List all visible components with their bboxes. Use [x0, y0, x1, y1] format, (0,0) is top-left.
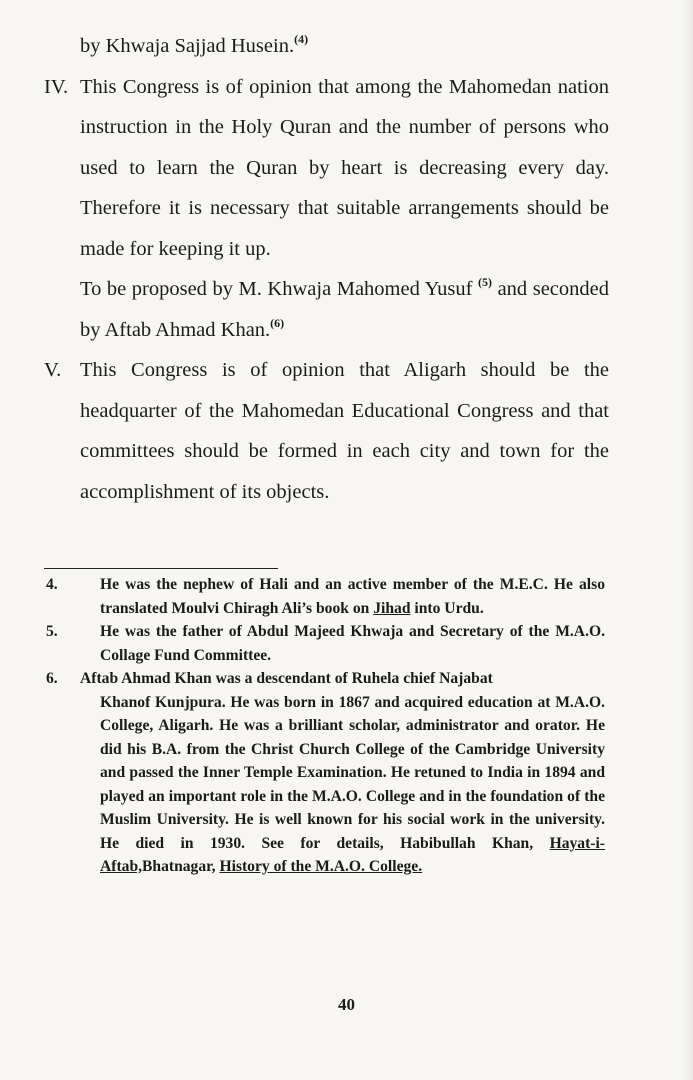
footnote-divider — [44, 568, 278, 569]
footnote-5 — [44, 620, 605, 667]
proposal-line — [44, 269, 609, 350]
underlined-title: Hayat-i-Aftab, — [100, 834, 605, 875]
continuation-line — [44, 26, 609, 67]
resolution-v-text: This Congress is of opinion that Aligarh should be the headquarter of the Mahomedan Educational Congress and that committees should be formed in each city and town for the accomplishment of its objects. — [80, 359, 609, 503]
footnote-text: He was the nephew of Hali and an active member of the M.E.C. He also translated Moulvi Chiragh Ali’s book on — [100, 576, 605, 617]
continuation-text: by Khwaja Sajjad Husein. — [80, 35, 295, 57]
underlined-title: History of the M.A.O. College. — [219, 858, 423, 875]
resolution-number-v: V. — [44, 359, 62, 381]
footnote-ref-4: (4) — [294, 32, 309, 46]
footnote-number: 6. — [46, 670, 58, 687]
footnote-number: 4. — [46, 576, 58, 593]
page-number: 40 — [338, 995, 355, 1014]
proposal-text-a: To be proposed by M. Khwaja Mahomed Yusuf — [80, 278, 473, 300]
footnote-text: Khanof Kunjpura. He was born in 1867 and acquired education at M.A.O. College, Aligarh. He was a brilliant scholar, administrator and orator. He did his B.A. from the Christ Church College of the Cambridge University and passed the Inner Temple Examination. He retuned to India in 1894 and played an important role in the M.A.O. College and in the foundation of the Muslim University. He is well known for his social work in the university. He died in 1930. See for details, Habibullah Khan, — [100, 693, 605, 852]
resolution-iv — [44, 67, 609, 270]
page-edge-shadow — [681, 0, 693, 1080]
proposal-text-b: and seconded by Aftab Ahmad Khan. — [80, 278, 609, 341]
footnote-text: He was the father of Abdul Majeed Khwaja and Secretary of the M.A.O. Collage Fund Committee. — [100, 623, 605, 664]
resolution-iv-text: This Congress is of opinion that among the Mahomedan nation instruction in the Holy Quran and the number of persons who used to learn the Quran by heart is decreasing every day. Therefore it is necessary that suitable arrangements should be made for keeping it up. — [80, 75, 609, 260]
footnote-text: Bhatnagar, — [142, 858, 220, 875]
footnote-4 — [44, 573, 605, 620]
footnote-first-line: Aftab Ahmad Khan was a descendant of Ruhela chief Najabat — [80, 670, 493, 687]
footnotes — [44, 573, 605, 879]
footnote-number: 5. — [46, 623, 58, 640]
footnote-text: into Urdu. — [410, 599, 484, 617]
main-text — [44, 26, 609, 512]
footnote-ref-5: (5) — [478, 275, 493, 289]
footnote-6 — [44, 667, 605, 879]
footnote-ref-6: (6) — [270, 315, 285, 330]
resolution-v — [44, 350, 609, 512]
underlined-title: Jihad — [373, 599, 411, 617]
resolution-number-iv: IV. — [44, 75, 69, 98]
